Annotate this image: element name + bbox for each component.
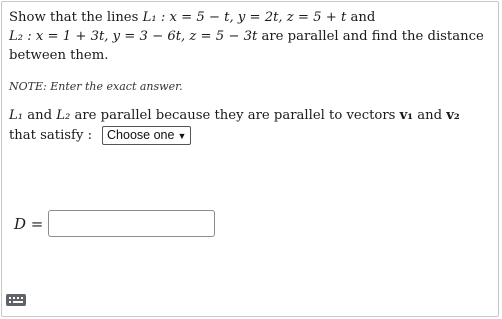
caret-down-icon: ▼ (177, 131, 187, 141)
problem-statement (9, 8, 495, 65)
text-parallel-reason: are parallel because they are parallel to vectors (70, 108, 400, 123)
line-l1-equation: L₁ : x = 5 − t, y = 2t, z = 5 + t (142, 10, 347, 25)
distance-answer-input[interactable] (48, 210, 215, 237)
problem-and: and (346, 10, 376, 25)
text-satisfy: that satisfy : (9, 128, 93, 143)
text-and: and (23, 108, 57, 123)
label-l2: L₂ (56, 108, 71, 123)
distance-label: D = (14, 215, 44, 233)
relation-dropdown[interactable] (102, 126, 191, 145)
vector-v2: v₂ (446, 108, 460, 123)
line-l2-equation: L₂ : x = 1 + 3t, y = 3 − 6t, z = 5 − 3t (9, 29, 258, 44)
question-panel (1, 1, 499, 317)
parallel-statement (9, 106, 495, 146)
vector-v1: v₁ (399, 108, 414, 123)
problem-intro: Show that the lines (9, 10, 143, 25)
keyboard-icon[interactable] (6, 294, 26, 306)
note-text: NOTE: Enter the exact answer. (9, 80, 183, 93)
problem-end: between them. (9, 48, 109, 63)
label-l1: L₁ (9, 108, 24, 123)
problem-task: are parallel and find the distance (257, 29, 484, 44)
text-and-2: and (413, 108, 447, 123)
dropdown-value: Choose one (107, 128, 175, 142)
